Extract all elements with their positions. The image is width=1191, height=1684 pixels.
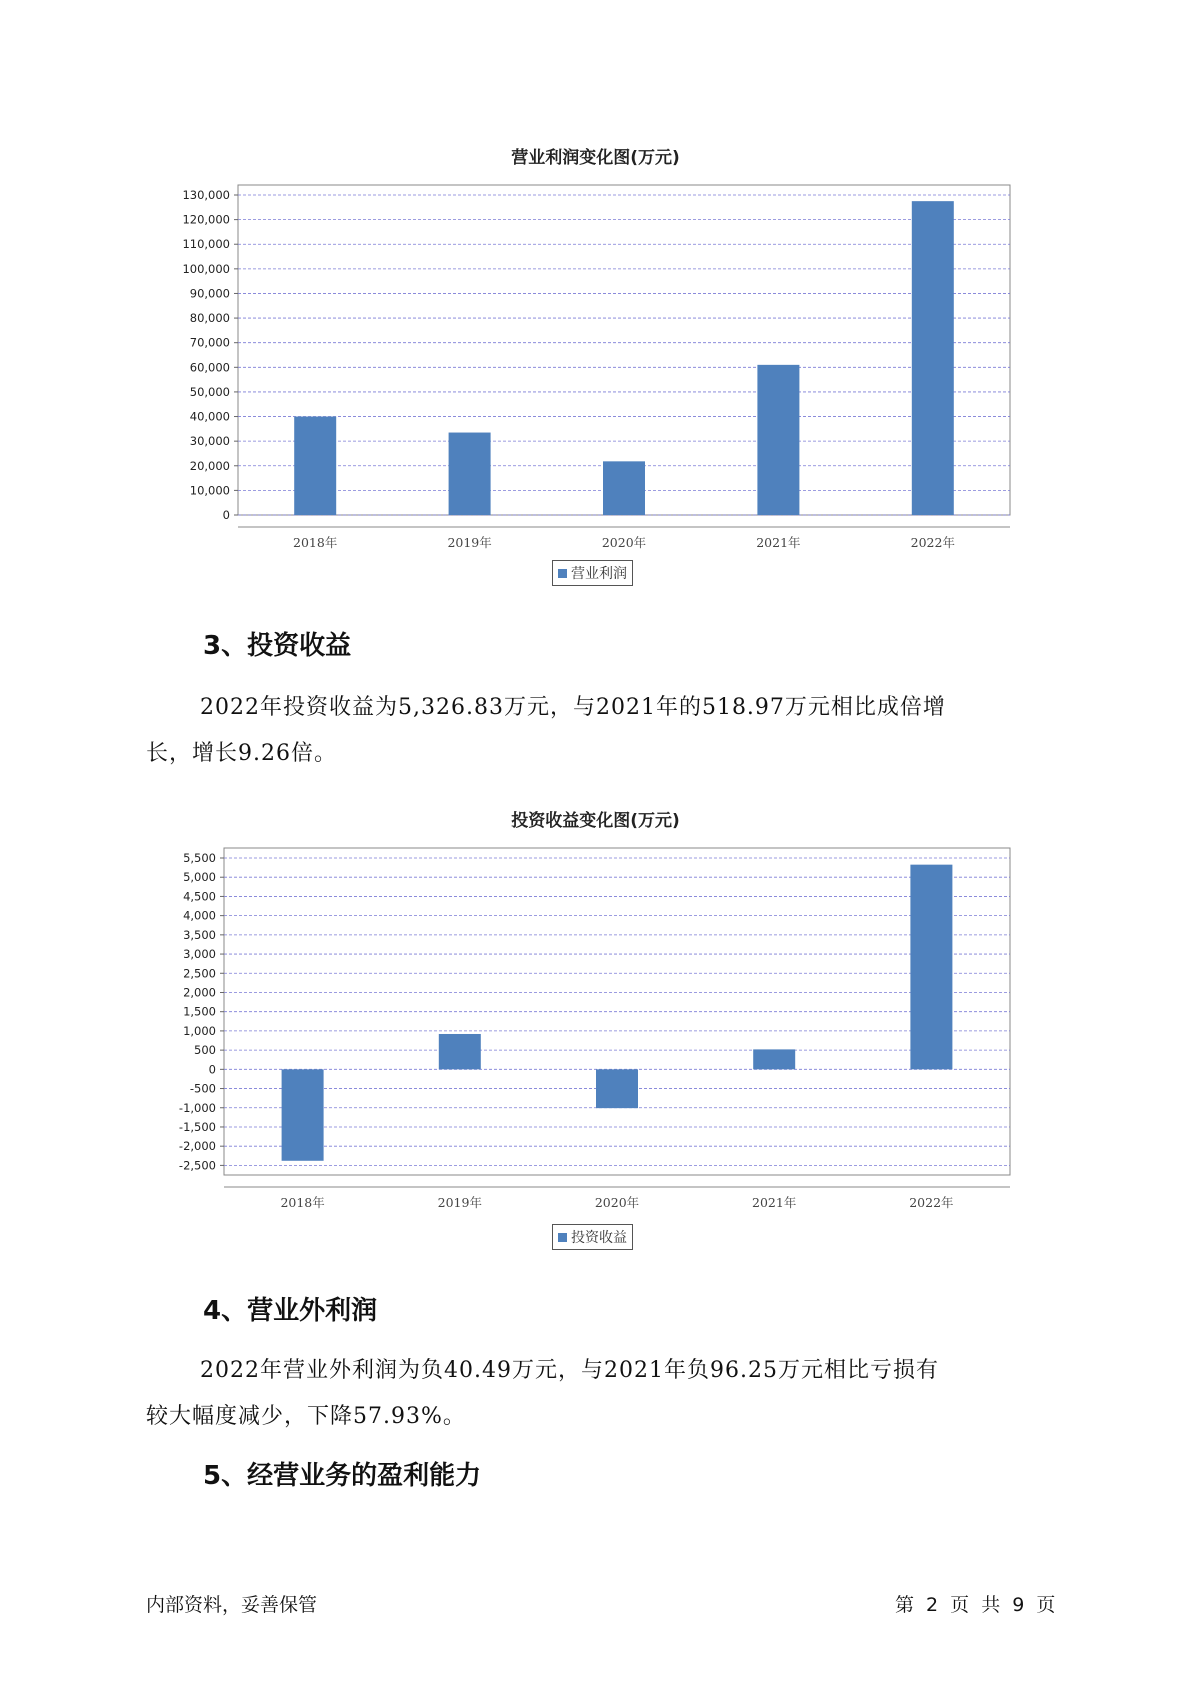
y-tick-label: -500 <box>189 1081 216 1096</box>
y-tick-label: 10,000 <box>189 483 230 498</box>
y-tick-label: 5,500 <box>183 851 216 865</box>
x-category-label: 2021年 <box>756 535 801 550</box>
y-tick-label: 0 <box>208 1062 216 1077</box>
y-tick-label: 500 <box>194 1043 216 1058</box>
bar <box>439 1034 481 1069</box>
y-tick-label: -2,500 <box>178 1158 216 1173</box>
paragraph-line: 较大幅度减少，下降57.93%。 <box>146 1404 466 1429</box>
y-tick-label: 80,000 <box>189 311 230 326</box>
y-tick-label: 110,000 <box>182 237 230 252</box>
x-category-label: 2018年 <box>293 535 338 550</box>
section-heading-non-operating-profit: 4、营业外利润 <box>203 1296 378 1326</box>
x-category-label: 2021年 <box>752 1195 797 1210</box>
bar <box>753 1049 795 1069</box>
footer-page-number: 第 2 页 共 9 页 <box>895 1594 1056 1616</box>
section-heading-investment-income: 3、投资收益 <box>203 631 352 661</box>
y-tick-label: 5,000 <box>183 870 216 885</box>
y-tick-label: -1,000 <box>178 1100 216 1115</box>
legend-investment-income <box>552 1224 633 1250</box>
y-tick-label: 90,000 <box>189 286 230 301</box>
y-tick-label: 20,000 <box>189 458 230 473</box>
x-category-label: 2019年 <box>437 1195 482 1210</box>
x-category-label: 2019年 <box>447 535 492 550</box>
y-tick-label: -2,000 <box>178 1139 216 1154</box>
y-tick-label: 130,000 <box>182 188 230 202</box>
x-category-label: 2020年 <box>594 1195 640 1210</box>
x-category-label: 2018年 <box>280 1195 325 1210</box>
chart-title-investment-income: 投资收益变化图(万元) <box>511 811 680 831</box>
chart-title-operating-profit: 营业利润变化图(万元) <box>511 148 680 168</box>
paragraph-line: 2022年投资收益为5,326.83万元，与2021年的518.97万元相比成倍增 <box>200 695 946 720</box>
y-tick-label: 3,500 <box>183 927 216 942</box>
y-tick-label: 1,000 <box>183 1023 216 1038</box>
y-tick-label: 30,000 <box>189 434 230 449</box>
bar <box>282 1069 324 1160</box>
paragraph-line: 长，增长9.26倍。 <box>146 741 337 766</box>
paragraph-non-operating-profit <box>146 1348 1046 1440</box>
y-tick-label: 120,000 <box>182 212 230 227</box>
y-tick-label: 70,000 <box>189 335 230 350</box>
y-tick-label: 1,500 <box>183 1004 216 1019</box>
x-category-label: 2022年 <box>910 535 955 550</box>
bar <box>596 1069 638 1108</box>
x-category-label: 2022年 <box>909 1195 954 1210</box>
y-tick-label: 0 <box>222 508 230 522</box>
y-tick-label: 60,000 <box>189 360 230 375</box>
y-tick-label: 40,000 <box>189 409 230 424</box>
y-tick-label: 4,000 <box>183 908 216 923</box>
y-tick-label: 50,000 <box>189 384 230 399</box>
y-tick-label: 4,500 <box>183 889 216 904</box>
legend-label: 营业利润 <box>571 566 627 582</box>
x-category-label: 2020年 <box>601 535 647 550</box>
legend-swatch <box>558 1233 567 1242</box>
bar <box>910 865 952 1070</box>
y-tick-label: -1,500 <box>178 1119 216 1134</box>
y-tick-label: 2,500 <box>183 966 216 981</box>
footer-confidential-note: 内部资料，妥善保管 <box>146 1594 318 1616</box>
y-tick-label: 2,000 <box>183 985 216 1000</box>
y-tick-label: 100,000 <box>182 261 230 276</box>
y-tick-label: 3,000 <box>183 947 216 962</box>
legend-label: 投资收益 <box>571 1230 627 1246</box>
section-heading-profitability: 5、经营业务的盈利能力 <box>203 1461 482 1491</box>
paragraph-line: 2022年营业外利润为负40.49万元，与2021年负96.25万元相比亏损有 <box>200 1358 939 1383</box>
